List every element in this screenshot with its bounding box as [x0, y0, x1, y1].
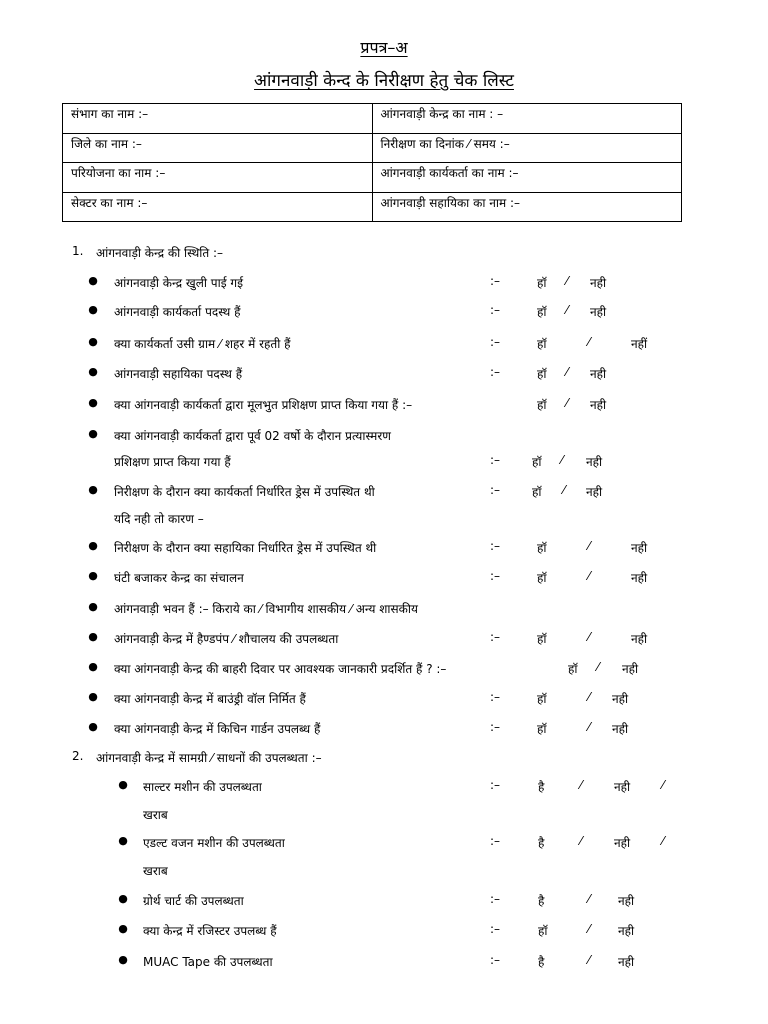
checklist-item [0, 365, 768, 385]
bullet-icon: ● [118, 834, 128, 847]
item-question: MUAC Tape की उपलब्धता [143, 955, 273, 969]
answer-divider: ⁄ [566, 274, 569, 288]
checklist-title: आंगनवाड़ी केन्द के निरीक्षण हेतु चेक लिस्ट [254, 71, 514, 91]
checklist-item [0, 600, 768, 620]
bullet-icon: ● [88, 569, 98, 582]
bullet-icon: ● [88, 630, 98, 643]
bullet-icon: ● [88, 335, 98, 348]
item-separator: :– [490, 630, 501, 644]
item-question: आंगनवाड़ी केन्द्र में हैण्डपंप ⁄ शौचालय की उपलब्धता [114, 632, 339, 646]
item-question: आंगनवाड़ी कार्यकर्ता पदस्थ हैं [114, 305, 241, 319]
bullet-icon: ● [88, 660, 98, 673]
item-question: निरीक्षण के दौरान क्या सहायिका निर्धारित ड्रेस में उपस्थित थी [114, 541, 377, 555]
checklist-item [0, 660, 768, 680]
answer-no-option: नही [586, 455, 603, 469]
bullet-icon: ● [88, 690, 98, 703]
checklist-item [0, 335, 768, 355]
answer-yes-option: हॉ [537, 571, 547, 585]
table-row [63, 133, 682, 163]
answer-divider: ⁄ [588, 539, 591, 553]
item-question: आंगनवाड़ी केन्द्र खुली पाई गई [114, 276, 244, 290]
answer-divider: ⁄ [597, 660, 600, 674]
answer-yes-option: हॉ [537, 337, 547, 351]
section-2-number: 2. [72, 749, 84, 763]
bullet-icon: ● [118, 922, 128, 935]
checklist-item [0, 483, 768, 503]
item-separator: :– [490, 569, 501, 583]
answer-divider: ⁄ [563, 483, 566, 497]
checklist-item [0, 630, 768, 650]
answer-yes-option: हॉ [537, 367, 547, 381]
helper-name-field: आंगनवाड़ी सहायिका का नाम :– [372, 192, 682, 222]
bullet-icon: ● [88, 720, 98, 733]
answer-no-option: नही [614, 780, 631, 794]
item-question: क्या कार्यकर्ता उसी ग्राम ⁄ शहर में रहती हैं [114, 337, 291, 351]
division-name-field: संभाग का नाम :– [63, 104, 373, 134]
checklist-item [0, 778, 768, 798]
answer-divider: ⁄ [588, 953, 591, 967]
answer-yes-option: हॉ [537, 692, 547, 706]
answer-no-option: नही [631, 541, 648, 555]
item-separator: :– [490, 274, 501, 288]
answer-yes-option: है [538, 955, 545, 969]
item-separator: :– [490, 892, 501, 906]
bullet-icon: ● [88, 303, 98, 316]
bullet-icon: ● [88, 539, 98, 552]
answer-no-option: नही [590, 398, 607, 412]
table-row [63, 104, 682, 134]
item-question: साल्टर मशीन की उपलब्धता [143, 780, 262, 794]
answer-divider: ⁄ [566, 365, 569, 379]
item-continuation: खराब [143, 864, 168, 878]
item-question: आंगनवाड़ी भवन हैं :– किराये का ⁄ विभागीय शासकीय ⁄ अन्य शासकीय [114, 602, 418, 616]
answer-no-option: नही [590, 367, 607, 381]
item-separator: :– [490, 953, 501, 967]
item-separator: :– [490, 834, 501, 848]
answer-divider: ⁄ [662, 778, 665, 792]
item-separator: :– [490, 720, 501, 734]
answer-no-option: नही [614, 836, 631, 850]
item-separator: :– [490, 483, 501, 497]
answer-no-option: नही [618, 955, 635, 969]
info-table [62, 103, 682, 222]
answer-yes-option: हॉ [538, 924, 548, 938]
item-separator: :– [490, 922, 501, 936]
item-question: क्या आंगनवाड़ी केन्द्र में किचिन गार्डन उपलब्ध हैं [114, 722, 321, 736]
answer-yes-option: हॉ [537, 541, 547, 555]
item-question: ग्रोर्थ चार्ट की उपलब्धता [143, 894, 244, 908]
bullet-icon: ● [88, 483, 98, 496]
bullet-icon: ● [88, 365, 98, 378]
item-continuation: खराब [143, 808, 168, 822]
answer-yes-option: हॉ [568, 662, 578, 676]
checklist-item [0, 834, 768, 854]
form-title: प्रपत्र–अ [360, 38, 408, 57]
table-row [63, 163, 682, 193]
answer-yes-option: हॉ [537, 722, 547, 736]
checklist-item [0, 274, 768, 294]
bullet-icon: ● [88, 600, 98, 613]
checklist-item [0, 953, 768, 973]
answer-yes-option: हॉ [537, 276, 547, 290]
answer-divider: ⁄ [588, 892, 591, 906]
section-1-title: आंगनवाड़ी केन्द्र की स्थिति :– [96, 246, 224, 260]
answer-no-option: नही [631, 632, 648, 646]
answer-divider: ⁄ [588, 335, 591, 349]
checklist-item [0, 690, 768, 710]
bullet-icon: ● [88, 396, 98, 409]
bullet-icon: ● [88, 274, 98, 287]
answer-yes-option: हॉ [537, 305, 547, 319]
item-separator: :– [490, 539, 501, 553]
answer-no-option: नही [612, 692, 629, 706]
checklist-item [0, 922, 768, 942]
project-name-field: परियोजना का नाम :– [63, 163, 373, 193]
answer-yes-option: हॉ [537, 398, 547, 412]
answer-no-option: नही [618, 924, 635, 938]
answer-no-option: नही [586, 485, 603, 499]
answer-no-option: नहीं [631, 337, 648, 351]
answer-no-option: नही [622, 662, 639, 676]
inspection-date-time-field: निरीक्षण का दिनांक ⁄ समय :– [372, 133, 682, 163]
worker-name-field: आंगनवाड़ी कार्यकर्ता का नाम :– [372, 163, 682, 193]
answer-divider: ⁄ [566, 303, 569, 317]
answer-no-option: नही [618, 894, 635, 908]
answer-yes-option: है [538, 780, 545, 794]
item-question: आंगनवाड़ी सहायिका पदस्थ हैं [114, 367, 243, 381]
item-question: घंटी बजाकर केन्द्र का संचालन [114, 571, 244, 585]
item-separator: :– [490, 778, 501, 792]
checklist-item [0, 303, 768, 323]
answer-divider: ⁄ [561, 453, 564, 467]
anganwadi-centre-name-field: आंगनवाड़ी केन्द्र का नाम : – [372, 104, 682, 134]
answer-divider: ⁄ [588, 690, 591, 704]
item-separator: :– [490, 303, 501, 317]
item-question: एडल्ट वजन मशीन की उपलब्धता [143, 836, 285, 850]
table-row [63, 192, 682, 222]
item-separator: :– [490, 690, 501, 704]
item-question: क्या केन्द्र में रजिस्टर उपलब्ध हैं [143, 924, 277, 938]
item-question: निरीक्षण के दौरान क्या कार्यकर्ता निर्धारित ड्रेस में उपस्थित थी [114, 485, 375, 499]
bullet-icon: ● [118, 778, 128, 791]
answer-divider: ⁄ [662, 834, 665, 848]
checklist-item [0, 539, 768, 559]
answer-divider: ⁄ [588, 569, 591, 583]
item-separator: :– [490, 453, 501, 467]
district-name-field: जिले का नाम :– [63, 133, 373, 163]
checklist-item [0, 720, 768, 740]
item-question: क्या आंगनवाड़ी कार्यकर्ता द्वारा मूलभुत प्रशिक्षण प्राप्त किया गया हैं :– [114, 398, 413, 412]
checklist-item [0, 892, 768, 912]
answer-no-option: नही [612, 722, 629, 736]
item-question: क्या आंगनवाड़ी केन्द्र में बाउंड्री वॉल निर्मित हैं [114, 692, 306, 706]
item-separator: :– [490, 335, 501, 349]
answer-divider: ⁄ [588, 922, 591, 936]
checklist-item [0, 396, 768, 416]
answer-yes-option: हॉ [532, 485, 542, 499]
answer-divider: ⁄ [580, 778, 583, 792]
sector-name-field: सेक्टर का नाम :– [63, 192, 373, 222]
answer-yes-option: हॉ [532, 455, 542, 469]
answer-divider: ⁄ [588, 630, 591, 644]
bullet-icon: ● [118, 892, 128, 905]
item-continuation: यदि नही तो कारण – [114, 512, 204, 526]
answer-divider: ⁄ [588, 720, 591, 734]
answer-divider: ⁄ [580, 834, 583, 848]
answer-yes-option: है [538, 836, 545, 850]
item-question: क्या आंगनवाड़ी केन्द्र की बाहरी दिवार पर आवश्यक जानकारी प्रदर्शित हैं ? :– [114, 662, 447, 676]
section-1-number: 1. [72, 244, 84, 258]
item-separator: :– [490, 365, 501, 379]
answer-yes-option: हॉ [537, 632, 547, 646]
answer-no-option: नही [631, 571, 648, 585]
bullet-icon: ● [88, 427, 98, 440]
bullet-icon: ● [118, 953, 128, 966]
section-2-title: आंगनवाड़ी केन्द्र में सामग्री ⁄ साधनों की उपलब्धता :– [96, 751, 322, 765]
answer-no-option: नही [590, 276, 607, 290]
item-continuation: प्रशिक्षण प्राप्त किया गया हैं [114, 455, 231, 469]
item-question: क्या आंगनवाड़ी कार्यकर्ता द्वारा पूर्व 02 वर्षो के दौरान प्रत्यास्मरण [114, 429, 391, 443]
answer-no-option: नही [590, 305, 607, 319]
answer-divider: ⁄ [566, 396, 569, 410]
checklist-item [0, 569, 768, 589]
answer-yes-option: है [538, 894, 545, 908]
